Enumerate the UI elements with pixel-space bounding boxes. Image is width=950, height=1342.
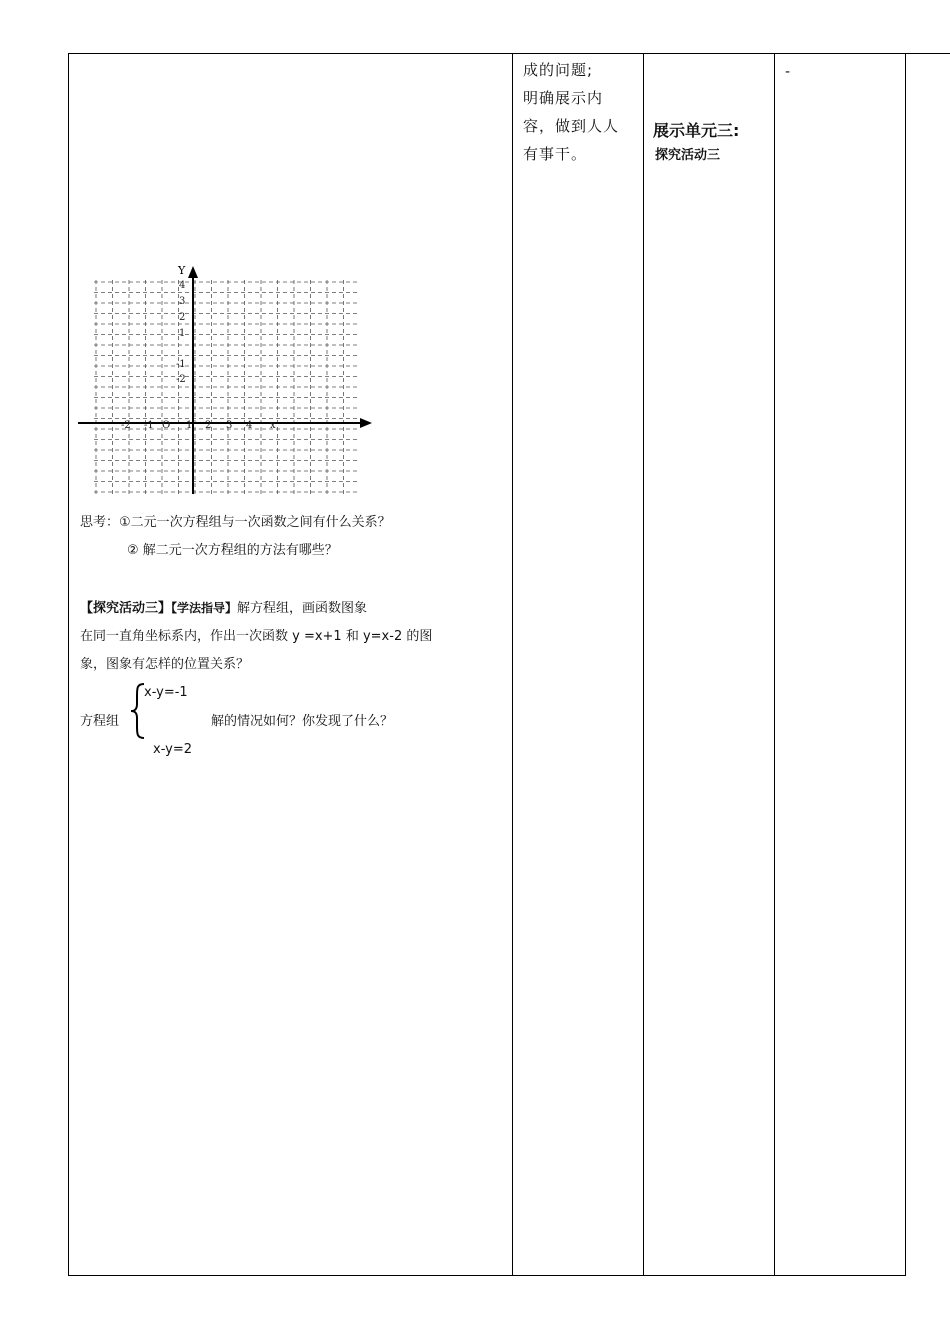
- note-line-2: 明确展示内: [523, 89, 604, 107]
- system-label: 方程组: [80, 714, 120, 729]
- y-tick-neg2: -2: [176, 374, 186, 385]
- x-tick-3: 3: [226, 420, 233, 431]
- y-tick-neg1: -1: [176, 359, 186, 370]
- think-question-1: 思考：①二元一次方程组与一次函数之间有什么关系？: [80, 515, 391, 530]
- y-tick-2: 2: [179, 312, 186, 323]
- unit-title: 展示单元三:: [653, 121, 740, 140]
- think-question-2: ② 解二元一次方程组的方法有哪些？: [127, 543, 338, 558]
- method-tag: 【学法指导】: [171, 601, 238, 615]
- equation-1: x-y=-1: [144, 685, 188, 700]
- activity-line-1: 在同一直角坐标系内，作出一次函数 y =x+1 和 y=x-2 的图: [80, 629, 433, 644]
- x-tick-neg1: -1: [144, 420, 154, 431]
- system-question: 解的情况如何？你发现了什么？: [211, 714, 394, 729]
- x-tick-x: x: [270, 420, 276, 431]
- table-bottom-border: [68, 1275, 906, 1276]
- y-tick-3: 3: [179, 296, 186, 307]
- note-line-3: 容，做到人人: [523, 117, 620, 135]
- column-divider-3: [774, 53, 775, 1276]
- equation-2: x-y=2: [153, 742, 193, 757]
- y-tick-1: 1: [179, 328, 186, 339]
- y-axis-arrow: [188, 266, 198, 278]
- coordinate-grid-graph: [76, 262, 376, 498]
- x-tick-1: 1: [186, 420, 193, 431]
- unit-subtitle: 探究活动三: [655, 148, 721, 163]
- column-divider-1: [512, 53, 513, 1276]
- grid-lines: [94, 280, 358, 496]
- activity-heading-text: 解方程组，画函数图象: [237, 601, 368, 616]
- activity-heading: [80, 598, 367, 619]
- column-mark: -: [785, 64, 791, 80]
- x-tick-neg2: -2: [121, 420, 131, 431]
- note-line-1: 成的问题;: [523, 61, 594, 79]
- activity-line-2: 象，图象有怎样的位置关系？: [80, 657, 250, 672]
- activity-tag: 【探究活动三】: [80, 601, 172, 616]
- column-divider-2: [643, 53, 644, 1276]
- column-divider-4: [905, 53, 906, 1276]
- x-tick-4: 4: [246, 420, 253, 431]
- x-axis-arrow: [360, 418, 372, 428]
- table-top-border: [68, 53, 950, 54]
- x-tick-origin: O: [162, 420, 171, 431]
- x-tick-2: 2: [205, 420, 212, 431]
- y-tick-4: 4: [179, 280, 186, 291]
- note-line-4: 有事干。: [523, 145, 588, 163]
- table-left-border: [68, 53, 69, 1276]
- teaching-note: [523, 56, 638, 168]
- y-axis-label: Y: [178, 264, 186, 277]
